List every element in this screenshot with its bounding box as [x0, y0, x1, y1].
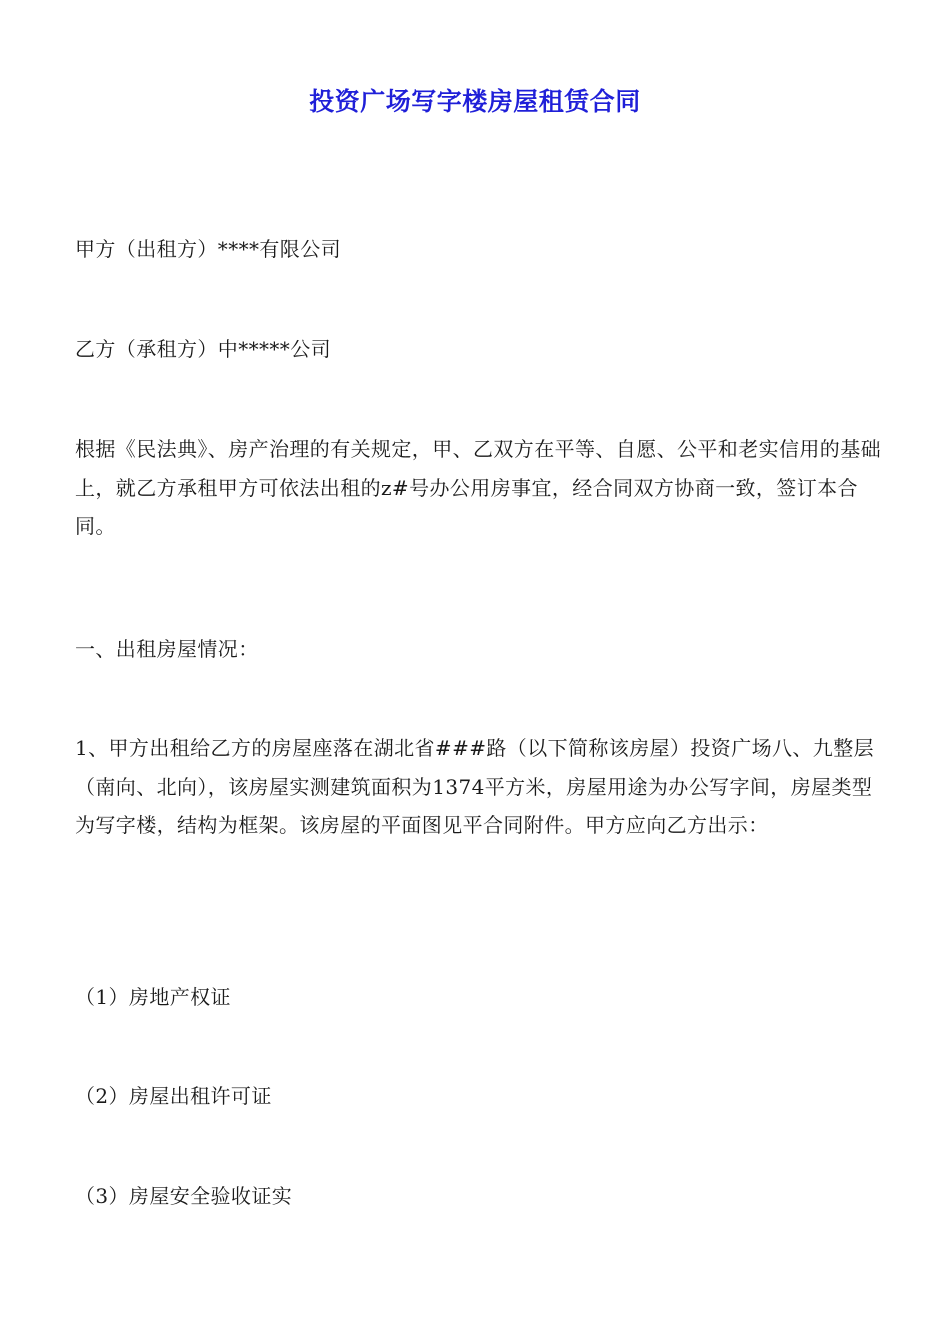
certificate-item: （3）房屋安全验收证实 [75, 1184, 293, 1208]
party-a-paragraph: 甲方（出租方）****有限公司 [75, 237, 341, 261]
certificate-item: （2）房屋出租许可证 [75, 1084, 272, 1108]
certificate-item: （1）房地产权证 [75, 985, 231, 1009]
party-b-paragraph: 乙方（承租方）中*****公司 [75, 337, 331, 361]
section-1-item-1: 1、甲方出租给乙方的房屋座落在湖北省###路（以下简称该房屋）投资广场八、九整层（南向、北向），该房屋实测建筑面积为1374平方米，房屋用途为办公写字间，房屋类型为写字楼，结构为框架。该房屋的平面图见平合同附件。甲方应向乙方出示： [75, 736, 874, 837]
section-1-heading: 一、出租房屋情况： [75, 637, 259, 661]
intro-paragraph: 根据《民法典》、房产治理的有关规定，甲、乙双方在平等、自愿、公平和老实信用的基础上，就乙方承租甲方可依法出租的z#号办公用房事宜，经合同双方协商一致，签订本合同。 [75, 437, 881, 538]
document-title: 投资广场写字楼房屋租赁合同 [309, 87, 641, 116]
